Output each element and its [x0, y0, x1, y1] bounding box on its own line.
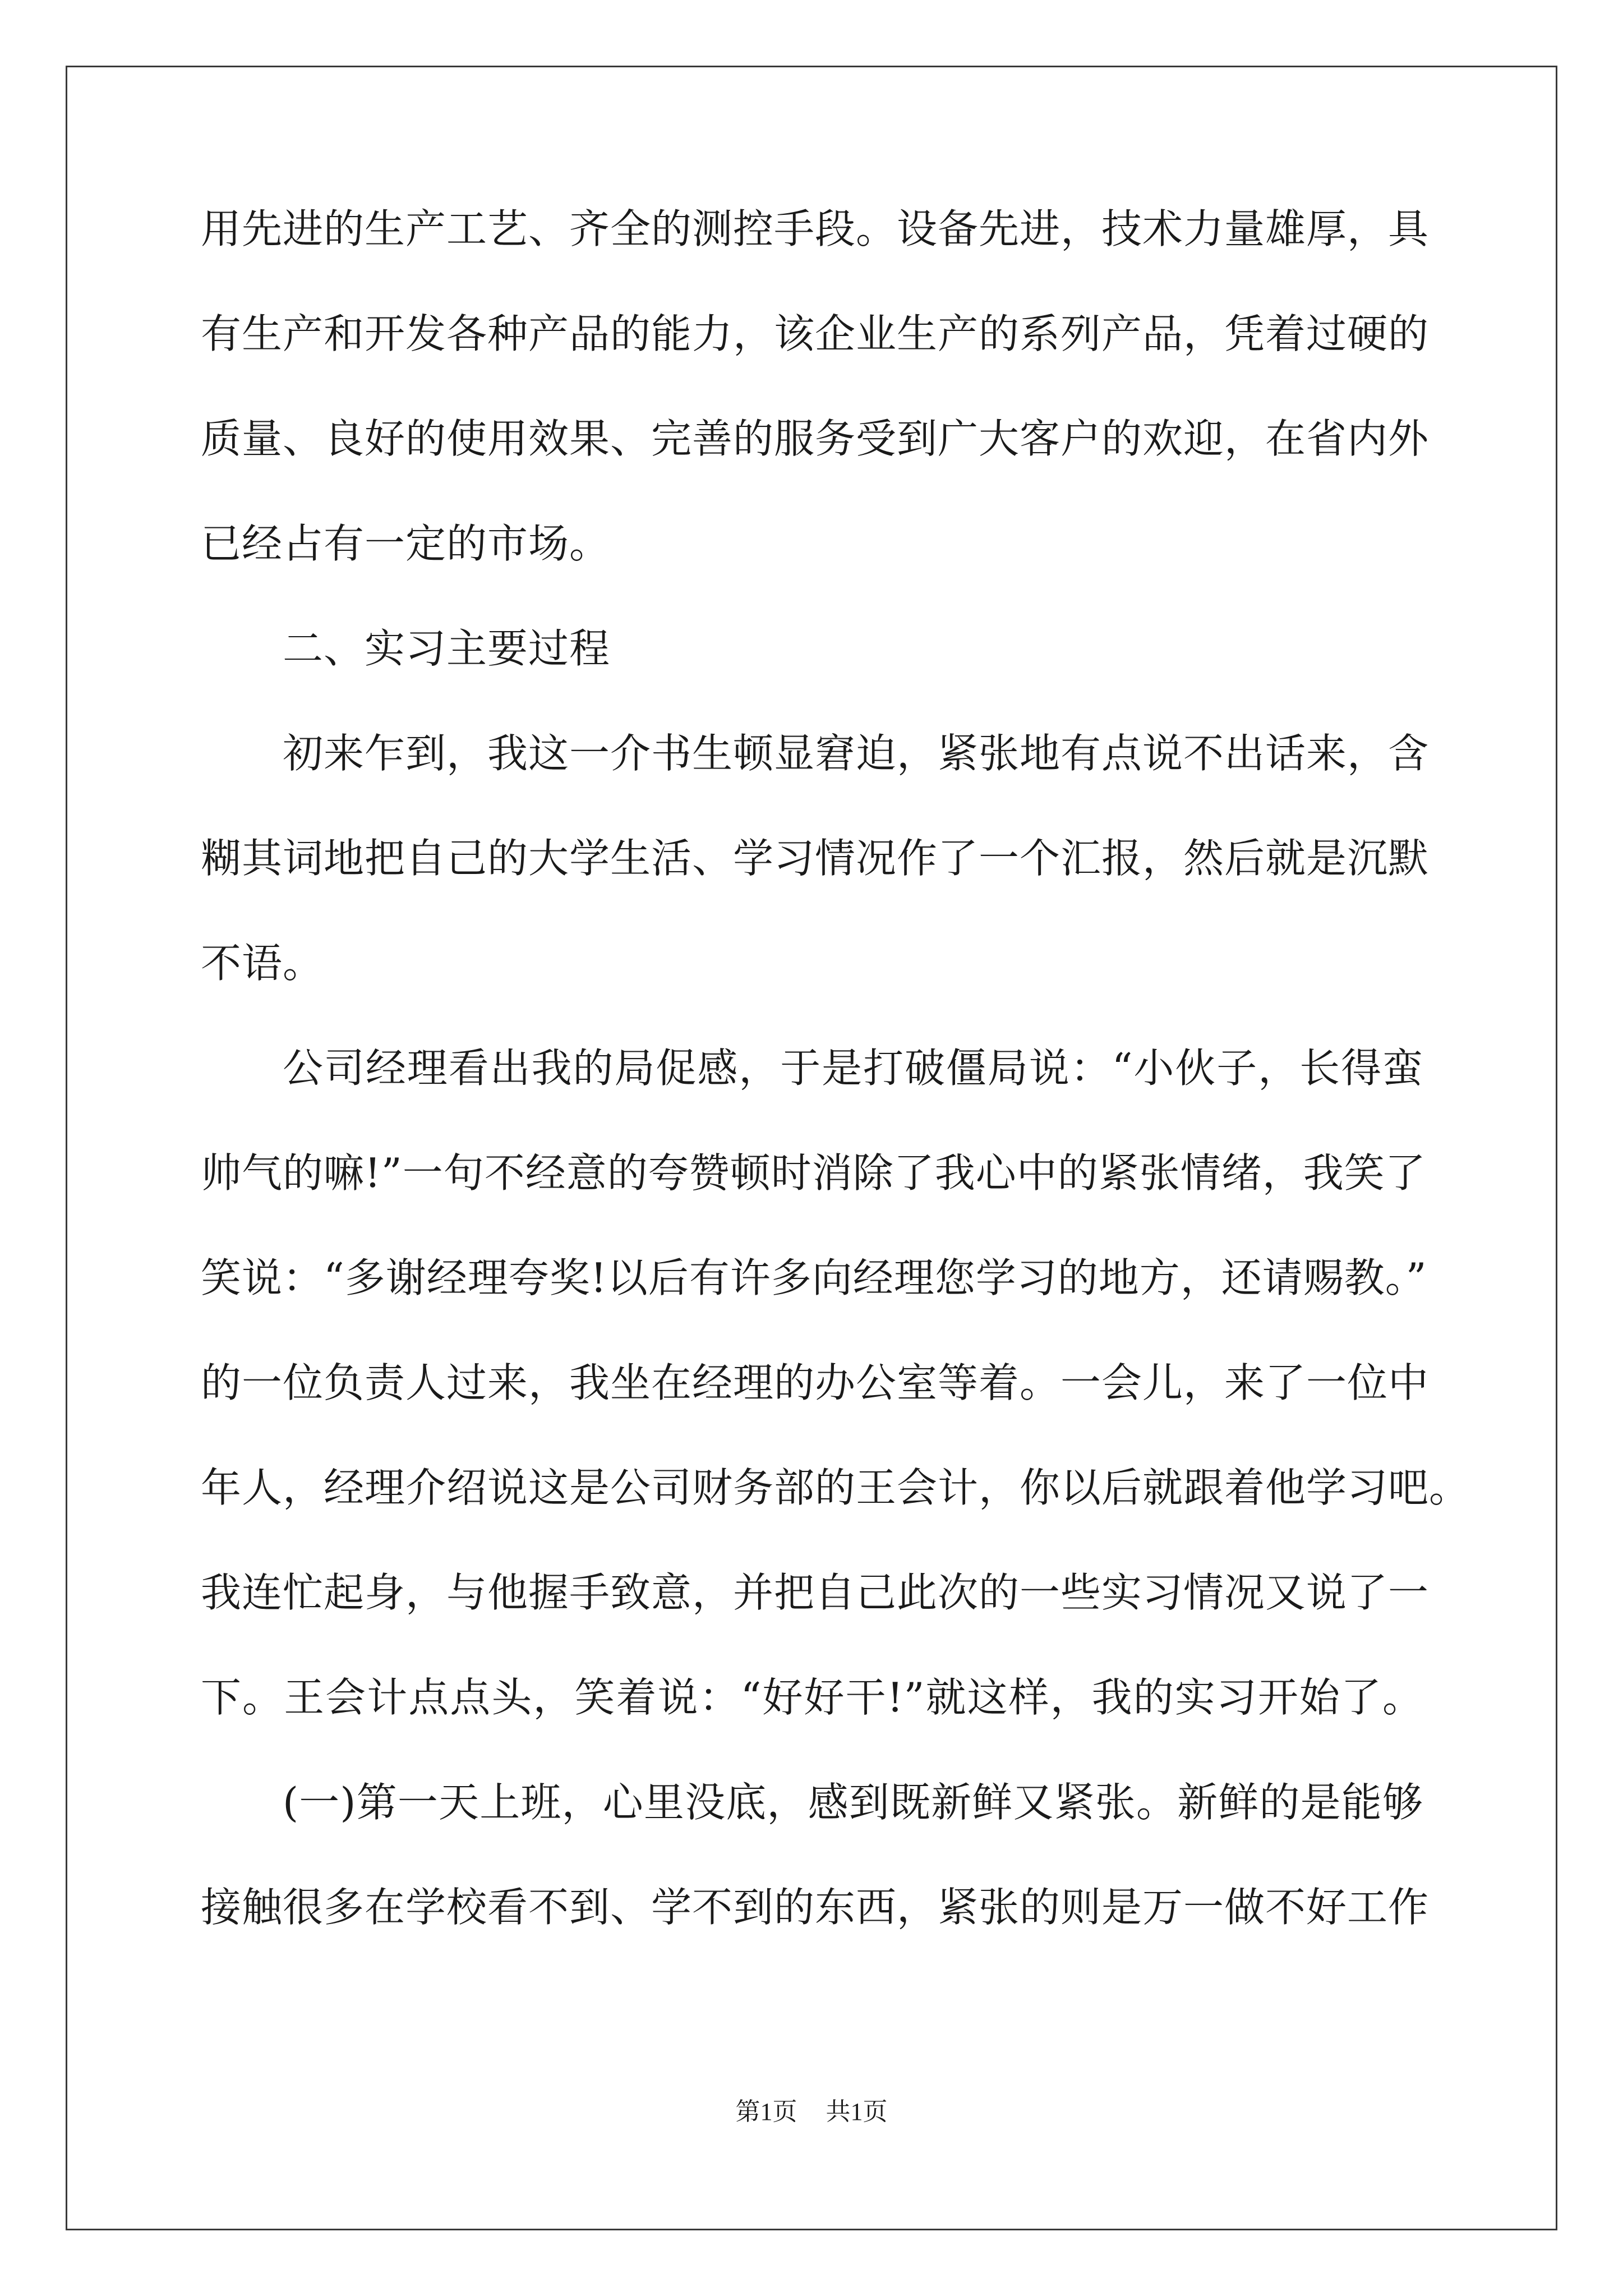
text-line-17: 接触很多在学校看不到、学不到的东西，紧张的则是万一做不好工作 — [201, 1884, 1430, 1931]
text-line-7: 糊其词地把自己的大学生活、学习情况作了一个汇报，然后就是沉默 — [201, 835, 1430, 882]
section-heading: 二、实习主要过程 — [283, 625, 611, 672]
page-number: 第1页 — [735, 2098, 797, 2125]
text-line-16: (一)第一天上班，心里没底，感到既新鲜又紧张。新鲜的是能够 — [283, 1779, 1423, 1826]
page-footer — [0, 2091, 1623, 2127]
page-total: 共1页 — [826, 2098, 888, 2125]
text-line-9: 公司经理看出我的局促感，于是打破僵局说：“小伙子，长得蛮 — [283, 1045, 1423, 1092]
text-line-1: 用先进的生产工艺、齐全的测控手段。设备先进，技术力量雄厚，具 — [201, 205, 1430, 252]
text-line-4: 已经占有一定的市场。 — [201, 520, 611, 567]
text-line-15: 下。王会计点点头，笑着说：“好好干!”就这样，我的实习开始了。 — [201, 1674, 1423, 1721]
text-line-8: 不语。 — [201, 940, 324, 987]
text-line-13: 年人，经理介绍说这是公司财务部的王会计，你以后就跟着他学习吧。 — [201, 1464, 1470, 1511]
text-line-12: 的一位负责人过来，我坐在经理的办公室等着。一会儿，来了一位中 — [201, 1359, 1430, 1406]
text-line-11: 笑说：“多谢经理夸奖!以后有许多向经理您学习的地方，还请赐教。” — [201, 1254, 1427, 1301]
text-line-2: 有生产和开发各种产品的能力，该企业生产的系列产品，凭着过硬的 — [201, 310, 1430, 357]
text-line-6: 初来乍到，我这一介书生顿显窘迫，紧张地有点说不出话来，含 — [283, 730, 1430, 777]
text-line-14: 我连忙起身，与他握手致意，并把自己此次的一些实习情况又说了一 — [201, 1569, 1430, 1616]
text-line-3: 质量、良好的使用效果、完善的服务受到广大客户的欢迎，在省内外 — [201, 415, 1430, 462]
document-body — [201, 205, 1470, 1992]
text-line-10: 帅气的嘛!”一句不经意的夸赞顿时消除了我心中的紧张情绪，我笑了 — [201, 1149, 1426, 1197]
